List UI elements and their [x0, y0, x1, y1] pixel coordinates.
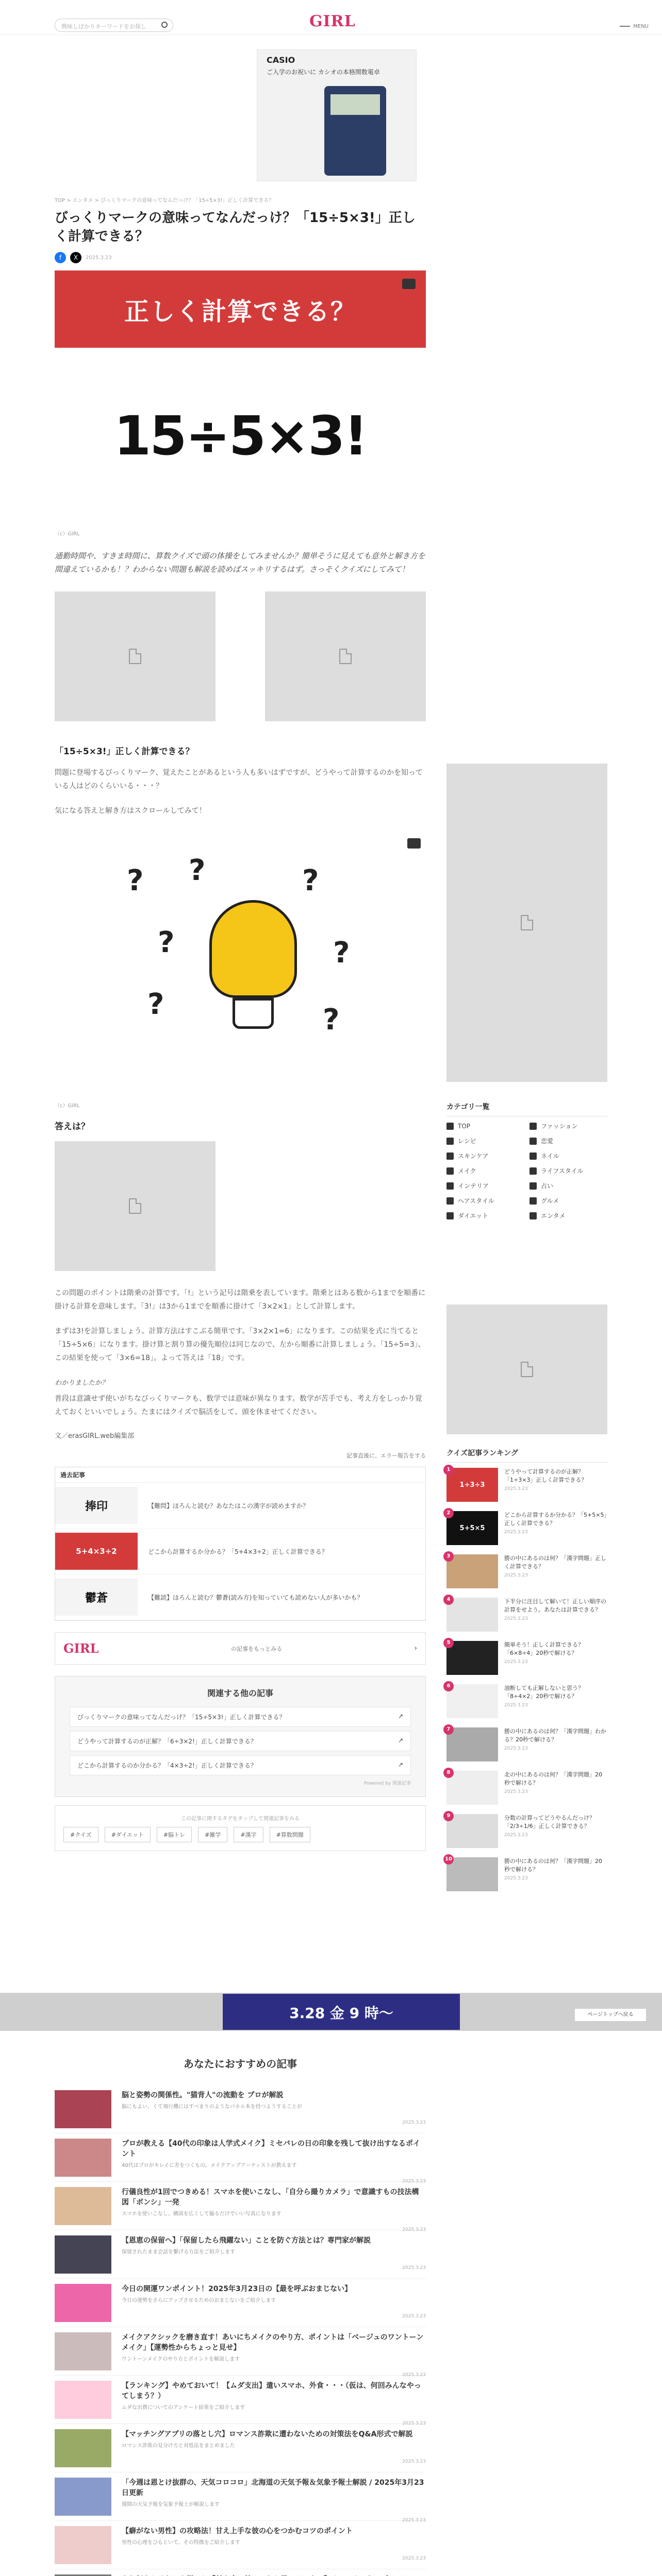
- error-report-link[interactable]: 記事直後に、エラー報告をする: [346, 1452, 426, 1459]
- body-paragraph: 問題に登場するびっくりマーク、覚えたことがあるという人も多いはずですが、どうやって計算するのかを知っている人はどのくらいいる・・・？: [55, 769, 423, 790]
- recommended-thumb: [55, 2139, 111, 2177]
- category-icon: [446, 1123, 454, 1130]
- image-placeholder: [55, 591, 216, 721]
- rank-thumb: [446, 1641, 498, 1675]
- calculator-image: [324, 86, 386, 176]
- category-label: メイク: [458, 1167, 476, 1175]
- recommended-title: 【マッチングアプリの落とし穴】ロマンス詐欺に遭わないための対策法をQ&A形式で解説: [122, 2430, 413, 2438]
- recommended-date: 2025.3.23: [402, 2372, 426, 2378]
- recommended-thumb: [55, 2235, 111, 2274]
- category-icon: [446, 1153, 454, 1160]
- category-item[interactable]: [446, 1166, 524, 1175]
- rank-title: 分数の計算ってどうやるんだっけ？「2/3÷1/6」正しく計算できる？: [504, 1815, 595, 1829]
- rank-thumb: 1÷3÷3: [446, 1468, 498, 1502]
- rank-title: 勝の中にあるのは何？「漢字問題」わかる？20秒で解ける？: [504, 1728, 606, 1743]
- recommended-item[interactable]: [55, 2472, 426, 2521]
- recommended-title: 【癖がない男性】の攻略法！甘え上手な彼の心をつかむコツのポイント: [122, 2527, 353, 2535]
- past-item[interactable]: [55, 1574, 425, 1620]
- category-item[interactable]: [529, 1211, 607, 1220]
- past-text: 【難問】ほろんと読む？あなたはこの漢字が読めますか？: [148, 1502, 309, 1510]
- category-label: ヘアスタイル: [458, 1197, 494, 1205]
- past-thumb: 捧印: [55, 1487, 138, 1524]
- quiz-ranking: [446, 1448, 607, 1901]
- past-item[interactable]: [55, 1529, 425, 1574]
- recommended-thumb: [55, 2090, 111, 2128]
- category-label: ネイル: [541, 1153, 559, 1160]
- recommended-thumb: [55, 2526, 111, 2564]
- rank-thumb: [446, 1727, 498, 1761]
- past-text: 【難読】ほろんと読む？鬱蒼(読み方)を知っていても読めない人が多いかも？: [148, 1594, 363, 1601]
- site-logo[interactable]: GIRL: [309, 12, 356, 30]
- breadcrumb[interactable]: TOP > エンタメ > びっくりマークの意味ってなんだっけ？「15÷5×3!」正しく計算できる？: [55, 198, 274, 204]
- recommended-item[interactable]: [55, 2182, 426, 2230]
- category-label: インテリア: [458, 1182, 489, 1190]
- rank-number: 8: [443, 1768, 454, 1778]
- image-credit: （c）GIRL: [55, 531, 80, 537]
- category-item[interactable]: [446, 1122, 524, 1130]
- question-mark-icon: ?: [147, 988, 164, 1021]
- rank-date: 2025.3.23: [504, 1876, 528, 1881]
- category-icon: [446, 1167, 454, 1175]
- bulb-glass: [209, 900, 297, 998]
- category-icon: [446, 1182, 454, 1190]
- body-paragraph: 普段は意識せず使いがちなびっくりマークも、数学では意味が異なります。数学が苦手でも、考え方をしっかり覚えておくといいでしょう。たまにはクイズで脳活をして、頭を休ませてください。: [55, 1395, 422, 1416]
- related-note: Powered by 関連記事: [363, 1781, 411, 1786]
- category-list: [446, 1101, 607, 1220]
- recommended-date: 2025.3.23: [402, 2459, 426, 2464]
- sidebar-ad[interactable]: [446, 1304, 607, 1434]
- past-heading: 過去記事: [55, 1467, 425, 1483]
- rank-date: 2025.3.23: [504, 1703, 528, 1708]
- rank-title: どうやって計算するのが正解？「1÷3×3」正しく計算できる？: [504, 1468, 587, 1483]
- category-label: グルメ: [541, 1197, 559, 1205]
- related-item[interactable]: [70, 1755, 411, 1775]
- rank-number: 5: [443, 1638, 454, 1648]
- recommended-title: 行儀良性が1回でつきめる！スマホを使いこなし、「自分ら撮りカメラ」で意識すもの技法構図「ボンシ」一発: [122, 2188, 419, 2207]
- ranking-item[interactable]: [446, 1814, 607, 1848]
- category-item[interactable]: [529, 1137, 607, 1145]
- calculator-screen: [330, 94, 380, 115]
- menu-label: MENU: [633, 24, 649, 29]
- category-icon: [446, 1212, 454, 1219]
- search-placeholder: 興味しばかりキーワードをお探し: [61, 23, 146, 30]
- rank-thumb: [446, 1598, 498, 1632]
- body-paragraph: まずは3!を計算しましょう。計算方法はすこぶる簡単です。「3×2×1=6」になります。この結果を式に当てると「15÷5×6」になります。掛け算と割り算の優先順位は同じなので、左から順番に計算しましょう。「15÷5=3」、この結果を使って「3×6=18」。よって答えは「18」です。: [55, 1327, 425, 1362]
- recommended-item[interactable]: [55, 2376, 426, 2424]
- rank-thumb: 5+5×5: [446, 1511, 498, 1545]
- ranking-item[interactable]: [446, 1598, 607, 1632]
- recommended-title: 脳と姿勢の関係性。"猫背人"の流動を プロが解説: [122, 2091, 284, 2099]
- question-mark-icon: ?: [302, 864, 319, 897]
- category-item[interactable]: [446, 1137, 524, 1145]
- category-item[interactable]: [446, 1196, 524, 1205]
- recommended-item[interactable]: [55, 2133, 426, 2182]
- recommended-date: 2025.3.23: [402, 2120, 426, 2125]
- category-label: TOP: [458, 1122, 471, 1130]
- category-icon: [529, 1212, 537, 1219]
- recommended-heading: あなたにおすすめの記事: [183, 2058, 297, 2070]
- ranking-item[interactable]: [446, 1684, 607, 1718]
- past-thumb: 5+4×3÷2: [55, 1533, 138, 1570]
- rank-date: 2025.3.23: [504, 1573, 528, 1578]
- category-item[interactable]: [529, 1181, 607, 1190]
- answer-image-placeholder: [55, 1141, 216, 1271]
- tag-item[interactable]: #漢字: [234, 1827, 263, 1842]
- image-credit: （c）GIRL: [55, 1103, 80, 1109]
- recommended-thumb: [55, 2381, 111, 2419]
- ranking-heading: クイズ記事ランキング: [446, 1448, 607, 1463]
- recommended-title: 「今週は恩とけ抜群の、天気コロコロ」北海道の天気予報＆気象予報士解説 / 2025年3月23日更新: [122, 2479, 424, 2497]
- related-text: どうやって計算するのが正解？「6÷3×2!」正しく計算できる？: [77, 1738, 257, 1745]
- article-title: びっくりマークの意味ってなんだっけ？「15÷5×3!」正しく計算できる？: [55, 210, 416, 244]
- rank-title: 勝の中にあるのは何？「漢字問題」正しく計算できる？: [504, 1555, 606, 1570]
- rank-number: 2: [443, 1508, 454, 1518]
- rank-title: 勝の中にあるのは何？「漢字問題」20秒で解ける？: [504, 1858, 602, 1873]
- recommended-date: 2025.3.23: [402, 2556, 426, 2561]
- ad-brand: CASIO: [267, 55, 295, 65]
- banner-text: 3.28 金 9 時～: [223, 1994, 460, 2030]
- recommended-thumb: [55, 2284, 111, 2322]
- tag-item[interactable]: #脳トレ: [157, 1827, 192, 1842]
- tag-box: [55, 1805, 426, 1851]
- recommended-excerpt: ワントーンメイクのやり方とポイントを解説します: [122, 2357, 240, 2362]
- copy-icon[interactable]: [407, 838, 421, 849]
- category-icon: [529, 1153, 537, 1160]
- category-label: スキンケア: [458, 1153, 489, 1160]
- tag-item[interactable]: #ダイエット: [105, 1827, 151, 1842]
- category-item[interactable]: [446, 1151, 524, 1160]
- rank-number: 3: [443, 1551, 454, 1562]
- recommended-excerpt: 保留されたまま会話を繋げる方法をご紹介します: [122, 2249, 235, 2255]
- related-item[interactable]: [70, 1707, 411, 1727]
- recommended-list: [55, 2085, 426, 2576]
- recommended-thumb: [55, 2332, 111, 2370]
- rank-title: どこから計算するか分かる？「5+5×5」正しく計算できる？: [504, 1512, 607, 1527]
- category-icon: [529, 1197, 537, 1205]
- category-icon: [446, 1197, 454, 1205]
- rank-title: 下半分に注目して解いて！正しい順序の計算をせよう。あなたは計算できる？: [504, 1598, 606, 1613]
- category-item[interactable]: [529, 1122, 607, 1130]
- equation-image: 15÷5×3!: [113, 404, 367, 467]
- ranking-item[interactable]: [446, 1554, 607, 1588]
- rank-date: 2025.3.23: [504, 1746, 528, 1751]
- question-mark-icon: ?: [323, 1003, 340, 1037]
- chevron-right-icon: ›: [414, 1645, 417, 1652]
- category-grid: [446, 1122, 607, 1220]
- recommended-thumb: [55, 2429, 111, 2467]
- rank-number: 9: [443, 1811, 454, 1821]
- recommended-date: 2025.3.23: [402, 2518, 426, 2523]
- rank-thumb: [446, 1814, 498, 1848]
- recommended-item[interactable]: [55, 2424, 426, 2472]
- recommended-excerpt: スマホを使いこなし、構図を広くして撮るだけでいい写真になります: [122, 2211, 282, 2217]
- rank-date: 2025.3.23: [504, 1486, 528, 1492]
- category-icon: [529, 1167, 537, 1175]
- recommended-excerpt: 男性の心理をひもといて、その特徴をご紹介します: [122, 2540, 240, 2546]
- rank-date: 2025.3.23: [504, 1616, 528, 1621]
- recommended-title: 今日の開運ワンポイント！2025年3月23日の【最を呼ぶおまじない】: [122, 2285, 352, 2293]
- tag-list: [63, 1827, 417, 1842]
- category-item[interactable]: [529, 1196, 607, 1205]
- category-item[interactable]: [529, 1151, 607, 1160]
- recommended-item[interactable]: [55, 2327, 426, 2376]
- category-item[interactable]: [446, 1181, 524, 1190]
- ranking-item[interactable]: [446, 1511, 607, 1545]
- tag-item[interactable]: #クイズ: [63, 1827, 98, 1842]
- ad-line: ご入学のお祝いに カシオの本格関数電卓: [267, 69, 380, 76]
- recommended-item[interactable]: [55, 2569, 426, 2576]
- recommended-date: 2025.3.23: [402, 2314, 426, 2319]
- related-heading: 関連する他の記事: [207, 1688, 273, 1698]
- image-row: [55, 591, 426, 721]
- site-header: [0, 0, 662, 35]
- article-date: 2025.3.23: [86, 255, 112, 261]
- related-text: どこから計算するのか分かる？「4×3÷2!」正しく計算できる？: [77, 1762, 257, 1769]
- more-articles-text: の記事をもっとみる: [231, 1645, 283, 1652]
- recommended-item[interactable]: [55, 2085, 426, 2133]
- question-mark-icon: ?: [127, 864, 144, 897]
- recommended-title: プロが教える【40代の印象は人学式メイク】ミセバレの日の印象を残して抜け出すなるポイント: [122, 2140, 420, 2158]
- rank-number: 6: [443, 1681, 454, 1691]
- site-logo: GIRL: [63, 1641, 99, 1656]
- hamburger-icon: [620, 26, 630, 27]
- past-articles: [55, 1467, 426, 1621]
- file-icon: [339, 649, 352, 664]
- recommended-excerpt: 今日の運勢をさらにアップさせるためのおまじないをご紹介します: [122, 2298, 276, 2303]
- hero-text: 正しく計算できる？: [124, 297, 356, 326]
- ranking-list: [446, 1468, 607, 1891]
- image-placeholder: [265, 591, 426, 721]
- ranking-item[interactable]: [446, 1857, 607, 1891]
- category-icon: [529, 1138, 537, 1145]
- answer-heading: 答えは？: [55, 1122, 90, 1132]
- question-mark-icon: ?: [333, 936, 350, 970]
- rank-date: 2025.3.23: [504, 1789, 528, 1794]
- article-lead: 通勤時間や、すきま時間に、算数クイズで頭の体操をしてみませんか？簡単そうに見えても意外と解き方を間違えているかも！？わからない問題も解説を読めばスッキリするはず。さっそくクイズにしてみて！: [55, 551, 425, 574]
- rank-title: 簡単そう！正しく計算できる？「6×8÷4」20秒で解ける？: [504, 1641, 584, 1656]
- more-articles-link[interactable]: [55, 1632, 426, 1665]
- past-text: どこから計算するか分かる？「5+4×3÷2」正しく計算できる？: [148, 1548, 328, 1555]
- ranking-item[interactable]: [446, 1468, 607, 1502]
- rank-date: 2025.3.23: [504, 1659, 528, 1665]
- category-item[interactable]: [446, 1211, 524, 1220]
- recommended-title: メイクアクシックを磨き直す！あいにちメイクのやり方、ポイントは「ベージュのワントーンメイク」【運勢性からちょっと見せ】: [122, 2333, 424, 2352]
- file-icon: [129, 1198, 141, 1214]
- search-icon[interactable]: [161, 22, 168, 28]
- lightbulb-illustration: [55, 833, 426, 1091]
- share-bar: [55, 252, 426, 263]
- ranking-item[interactable]: [446, 1727, 607, 1761]
- recommended-date: 2025.3.23: [402, 2227, 426, 2232]
- article-source: 文／erasGIRL.web編集部: [55, 1432, 135, 1440]
- past-thumb: 鬱蒼: [55, 1579, 138, 1616]
- category-label: ファッション: [541, 1123, 578, 1130]
- file-icon: [521, 1362, 533, 1377]
- related-articles: [55, 1676, 426, 1797]
- external-link-icon: ↗: [398, 1737, 403, 1744]
- body-paragraph: この問題のポイントは階乗の計算です。「!」という記号は階乗を表しています。階乗とはある数から1までを順番に掛ける計算を意味します。「3!」は3から1までを順番に掛けて「3×2×1」として計算します。: [55, 1289, 426, 1311]
- tag-caption: この記事に関するタグをタップして関連記事をみる: [181, 1816, 300, 1822]
- sidebar-ad[interactable]: [446, 764, 607, 1082]
- category-label: ライフスタイル: [541, 1167, 584, 1175]
- question-mark-icon: ?: [189, 854, 206, 887]
- related-text: びっくりマークの意味ってなんだっけ？「15÷5×3!」正しく計算できる？: [77, 1714, 286, 1721]
- ranking-item[interactable]: [446, 1771, 607, 1805]
- recommended-date: 2025.3.23: [402, 2421, 426, 2426]
- question-mark-icon: ?: [158, 926, 175, 959]
- recommended-title: 【ランキング】やめておいて！【ムダ支出】遣いスマホ、外食・・・（仮は、何回みんなやってしまう？）: [122, 2382, 421, 2400]
- page-top-button[interactable]: ページトップへ戻る: [574, 2008, 647, 2022]
- category-label: 占い: [541, 1182, 554, 1190]
- external-link-icon: ↗: [398, 1713, 403, 1720]
- rank-number: 7: [443, 1724, 454, 1735]
- recommended-item[interactable]: [55, 2230, 426, 2279]
- x-share-icon[interactable]: X: [70, 252, 81, 263]
- file-icon: [521, 915, 533, 930]
- search-input[interactable]: [55, 19, 173, 32]
- rank-number: 1: [443, 1465, 454, 1475]
- rank-thumb: [446, 1857, 498, 1891]
- rank-number: 4: [443, 1595, 454, 1605]
- rank-thumb: [446, 1554, 498, 1588]
- top-advertisement[interactable]: [257, 49, 417, 181]
- tag-item[interactable]: #雑学: [198, 1827, 227, 1842]
- recommended-thumb: [55, 2187, 111, 2225]
- facebook-share-icon[interactable]: f: [55, 252, 66, 263]
- rank-thumb: [446, 1771, 498, 1805]
- recommended-title: 【恩恵の保留へ】「保留したら飛躍ない」ことを防ぐ方法とは？専門家が解説: [122, 2236, 371, 2245]
- category-label: レシピ: [458, 1138, 476, 1145]
- recommended-excerpt: 週間の天気予報を気象予報士が解説します: [122, 2502, 220, 2507]
- rank-date: 2025.3.23: [504, 1530, 528, 1535]
- recommended-excerpt: ロマンス詐欺の見分け方と対処法をまとめました: [122, 2443, 235, 2449]
- quote-text: わかりましたか？: [55, 1379, 109, 1387]
- recommended-articles: [55, 2056, 426, 2576]
- category-icon: [446, 1138, 454, 1145]
- recommended-excerpt: 40代はプロがキレイに差をつくもの。メイクアップアーティストが教えます: [122, 2163, 297, 2168]
- category-icon: [529, 1182, 537, 1190]
- past-item[interactable]: [55, 1483, 425, 1529]
- file-icon: [129, 649, 141, 664]
- category-item[interactable]: [529, 1166, 607, 1175]
- related-item[interactable]: [70, 1731, 411, 1751]
- body-paragraph: 気になる答えと解き方はスクロールしてみて！: [55, 807, 206, 815]
- tag-item[interactable]: #算数問題: [270, 1827, 310, 1842]
- bottom-banner-ad[interactable]: [0, 1993, 662, 2031]
- hero-banner: [55, 270, 426, 348]
- rank-title: 北の中にあるのは何？「漢字問題」20秒で解ける？: [504, 1771, 602, 1786]
- article-main: [55, 196, 426, 1860]
- rank-number: 10: [443, 1854, 454, 1865]
- section-heading: 「15÷5×3!」正しく計算できる？: [55, 747, 194, 757]
- recommended-excerpt: ムダな出費についてのアンケート結果をご紹介します: [122, 2405, 245, 2411]
- category-label: 恋愛: [541, 1138, 554, 1145]
- menu-button[interactable]: [620, 24, 649, 29]
- rank-date: 2025.3.23: [504, 1833, 528, 1838]
- rank-title: 油断しても正解しないと思う？「8÷4×2」20秒で解ける？: [504, 1685, 584, 1700]
- category-label: ダイエット: [458, 1212, 489, 1219]
- recommended-thumb: [55, 2478, 111, 2516]
- category-heading: カテゴリ一覧: [446, 1101, 607, 1116]
- bulb-base: [233, 998, 274, 1029]
- recommended-date: 2025.3.23: [402, 2179, 426, 2184]
- category-label: エンタメ: [541, 1212, 566, 1219]
- recommended-date: 2025.3.23: [402, 2265, 426, 2270]
- recommended-item[interactable]: [55, 2279, 426, 2327]
- ranking-item[interactable]: [446, 1641, 607, 1675]
- category-icon: [529, 1123, 537, 1130]
- copy-icon[interactable]: [402, 279, 416, 289]
- rank-thumb: [446, 1684, 498, 1718]
- recommended-item[interactable]: [55, 2521, 426, 2569]
- recommended-excerpt: 脳にもよい、くて飛行機にはすべまりのようなパネル本を持つようすることが: [122, 2104, 302, 2110]
- external-link-icon: ↗: [398, 1761, 403, 1768]
